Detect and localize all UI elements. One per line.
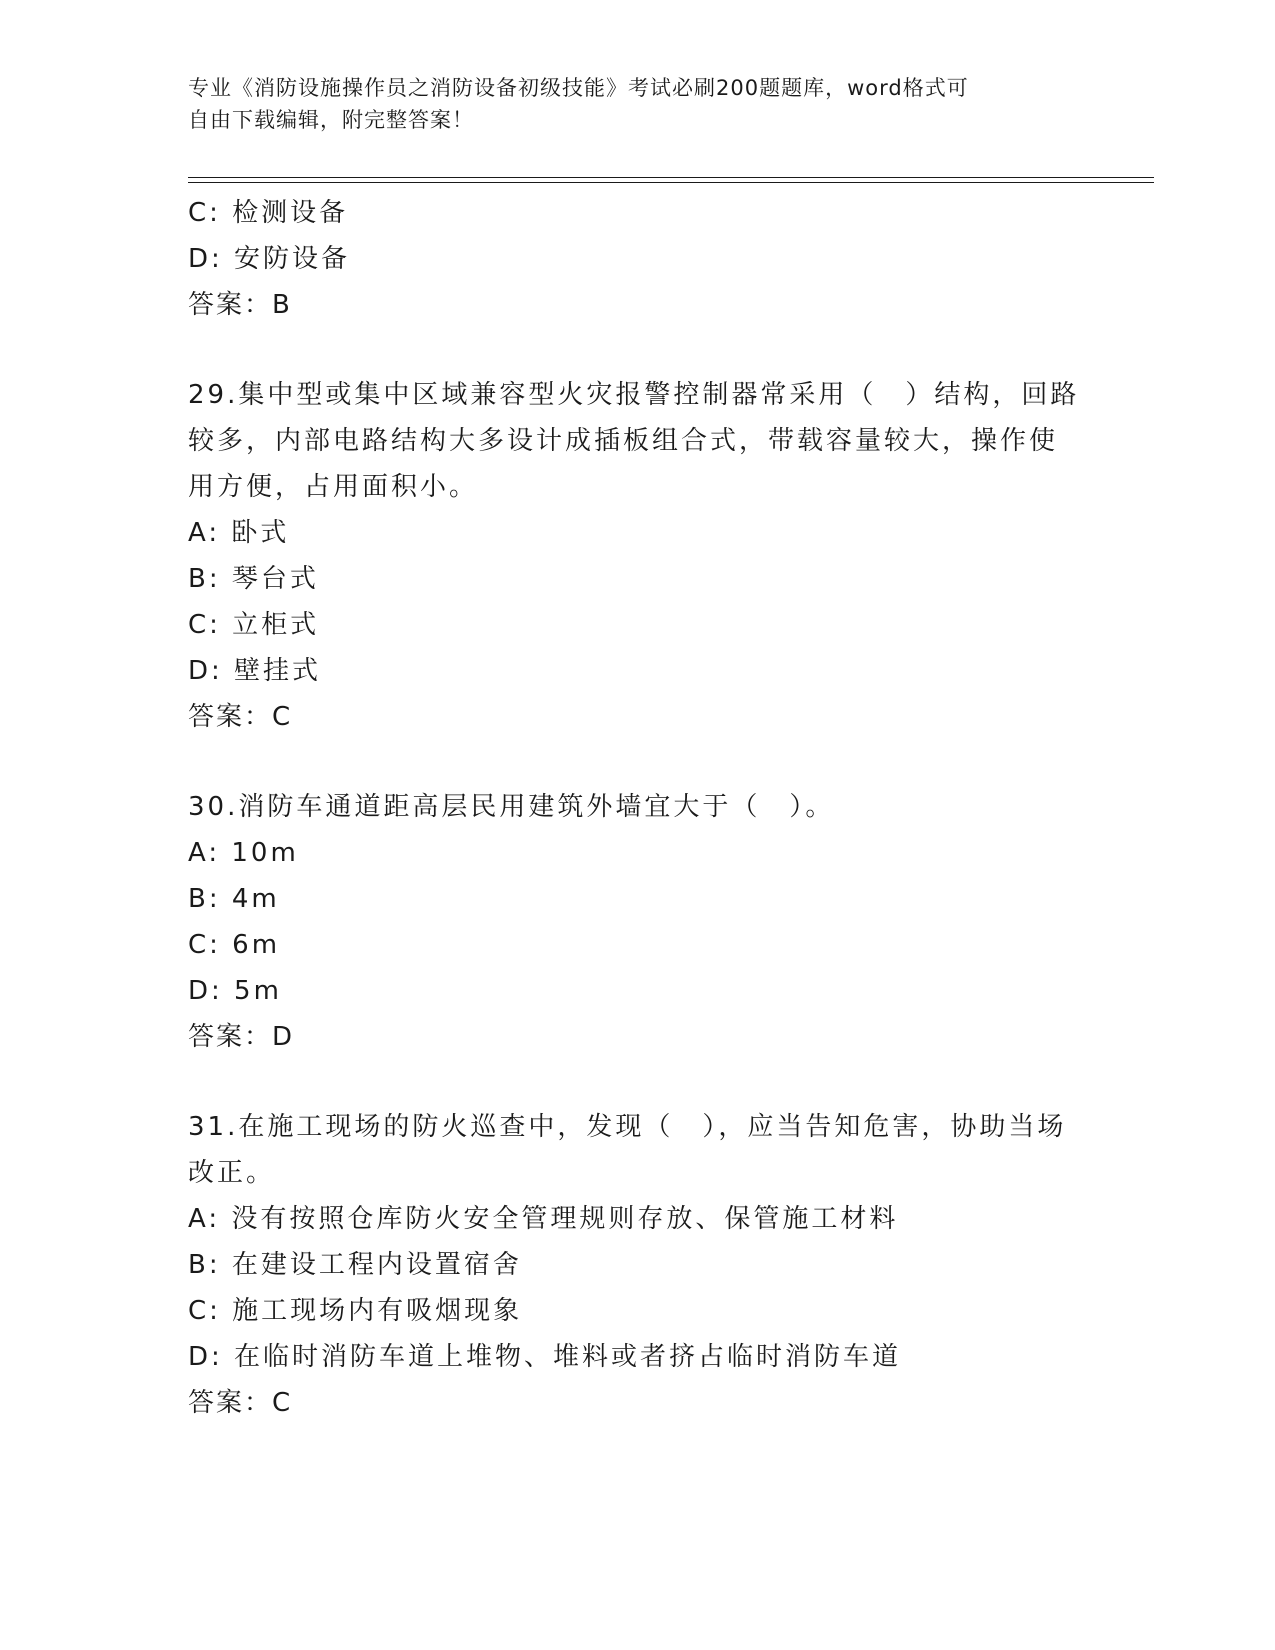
- option-b: B: 4m: [188, 884, 280, 914]
- option-b: B: 在建设工程内设置宿舍: [188, 1250, 522, 1280]
- question-text-line: 31.在施工现场的防火巡查中，发现（ ），应当告知危害，协助当场: [188, 1112, 1067, 1142]
- option-d: D: 在临时消防车道上堆物、堆料或者挤占临时消防车道: [188, 1342, 902, 1372]
- option-d: D: 安防设备: [188, 244, 351, 274]
- answer-line: 答案：D: [188, 1022, 295, 1052]
- answer-line: 答案：C: [188, 1388, 293, 1418]
- carryover-block: [188, 190, 1088, 328]
- option-a: A: 卧式: [188, 518, 290, 548]
- option-d: D: 壁挂式: [188, 656, 322, 686]
- option-c: C: 检测设备: [188, 198, 349, 228]
- question-text-line: 较多，内部电路结构大多设计成插板组合式，带载容量较大，操作使: [188, 426, 1059, 456]
- spacer: [188, 328, 1088, 372]
- question-text-line: 改正。: [188, 1158, 276, 1188]
- question-content: [188, 190, 1088, 1426]
- question-31: [188, 1104, 1088, 1426]
- question-text-line: 30.消防车通道距高层民用建筑外墙宜大于（ ）。: [188, 792, 835, 822]
- question-text-line: 29.集中型或集中区域兼容型火灾报警控制器常采用（ ）结构，回路: [188, 380, 1080, 410]
- document-header: [188, 72, 1068, 136]
- answer-line: 答案：C: [188, 702, 293, 732]
- question-30: [188, 784, 1088, 1060]
- spacer: [188, 1060, 1088, 1104]
- option-a: A: 没有按照仓库防火安全管理规则存放、保管施工材料: [188, 1204, 899, 1234]
- header-rule-top: [188, 177, 1154, 178]
- header-line-2: 自由下载编辑，附完整答案！: [188, 108, 474, 132]
- option-c: C: 立柜式: [188, 610, 320, 640]
- answer-line: 答案：B: [188, 290, 292, 320]
- option-b: B: 琴台式: [188, 564, 319, 594]
- question-text-line: 用方便，占用面积小。: [188, 472, 479, 502]
- header-rule-bottom: [188, 182, 1154, 183]
- header-line-1: 专业《消防设施操作员之消防设备初级技能》考试必刷200题题库，word格式可: [188, 76, 969, 100]
- option-c: C: 6m: [188, 930, 281, 960]
- question-29: [188, 372, 1088, 740]
- spacer: [188, 740, 1088, 784]
- option-c: C: 施工现场内有吸烟现象: [188, 1296, 523, 1326]
- option-d: D: 5m: [188, 976, 282, 1006]
- option-a: A: 10m: [188, 838, 299, 868]
